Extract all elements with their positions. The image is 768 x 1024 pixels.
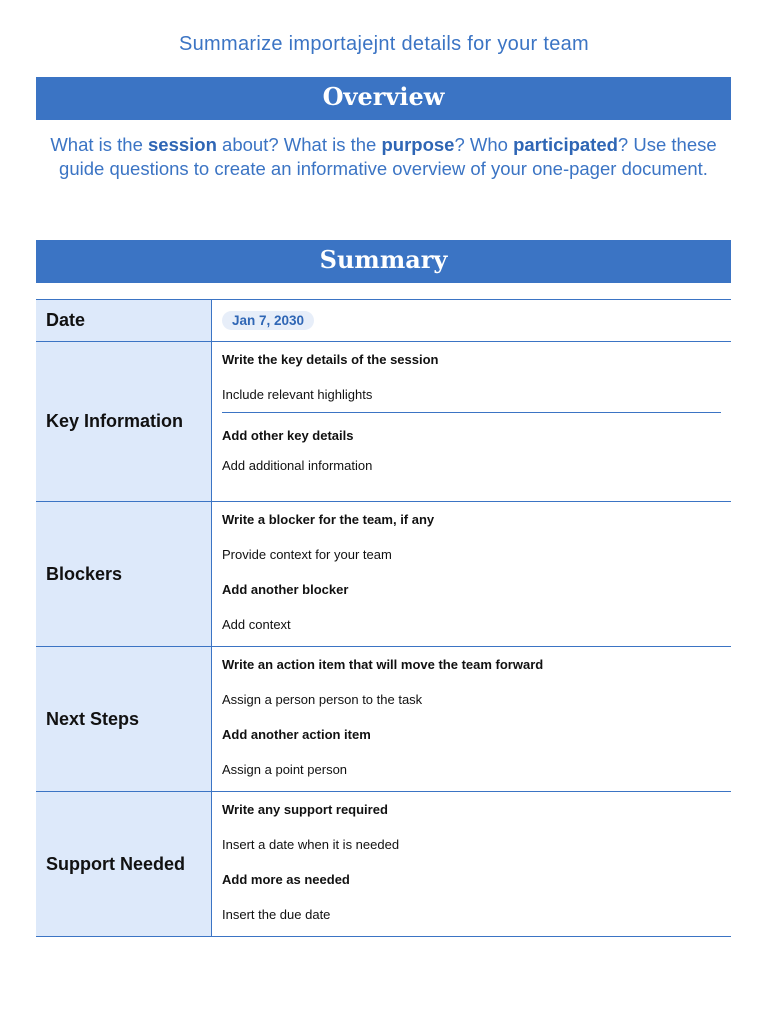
intro-text-1: What is the xyxy=(50,134,149,155)
support-needed-line[interactable]: Insert the due date xyxy=(222,907,331,922)
key-information-line[interactable]: Add additional information xyxy=(222,458,373,473)
next-steps-line[interactable]: Write an action item that will move the team forward xyxy=(222,657,544,672)
blockers-line[interactable]: Add another blocker xyxy=(222,582,349,597)
key-information-label: Key Information xyxy=(36,342,212,501)
blockers-line[interactable]: Add context xyxy=(222,617,291,632)
support-needed-line[interactable]: Write any support required xyxy=(222,802,388,817)
next-steps-line[interactable]: Assign a point person xyxy=(222,762,348,777)
key-information-row xyxy=(36,342,731,502)
summary-table xyxy=(36,299,731,937)
blockers-content xyxy=(212,502,731,646)
date-chip[interactable]: Jan 7, 2030 xyxy=(222,311,314,330)
intro-text-2: about? What is the xyxy=(216,134,382,155)
support-needed-label: Support Needed xyxy=(36,792,212,936)
intro-text-4: ? Use these guide questions to create an informative overview of your one-pager document. xyxy=(59,134,717,179)
next-steps-row xyxy=(36,647,731,792)
key-information-line[interactable]: Write the key details of the session xyxy=(222,352,439,367)
blockers-line[interactable]: Provide context for your team xyxy=(222,547,392,562)
key-information-line[interactable]: Add other key details xyxy=(222,428,354,443)
key-information-divider xyxy=(222,412,721,413)
blockers-label: Blockers xyxy=(36,502,212,646)
date-row xyxy=(36,300,731,342)
next-steps-line[interactable]: Assign a person person to the task xyxy=(222,692,423,707)
intro-keyword-session: session xyxy=(148,134,217,155)
blockers-line[interactable]: Write a blocker for the team, if any xyxy=(222,512,435,527)
next-steps-label: Next Steps xyxy=(36,647,212,791)
page-subtitle: Summarize importajejnt details for your team xyxy=(178,33,590,55)
blockers-row xyxy=(36,502,731,647)
intro-text-3: ? Who xyxy=(454,134,514,155)
key-information-content xyxy=(212,342,731,501)
date-label: Date xyxy=(36,300,212,341)
support-needed-line[interactable]: Insert a date when it is needed xyxy=(222,837,400,852)
intro-keyword-purpose: purpose xyxy=(381,134,455,155)
overview-banner: Overview xyxy=(36,77,731,120)
support-needed-line[interactable]: Add more as needed xyxy=(222,872,350,887)
date-cell xyxy=(212,300,731,341)
support-needed-content xyxy=(212,792,731,936)
overview-intro xyxy=(36,133,731,181)
intro-keyword-participated: participated xyxy=(513,134,618,155)
summary-banner: Summary xyxy=(36,240,731,283)
next-steps-line[interactable]: Add another action item xyxy=(222,727,371,742)
key-information-line[interactable]: Include relevant highlights xyxy=(222,387,373,402)
next-steps-content xyxy=(212,647,731,791)
support-needed-row xyxy=(36,792,731,937)
